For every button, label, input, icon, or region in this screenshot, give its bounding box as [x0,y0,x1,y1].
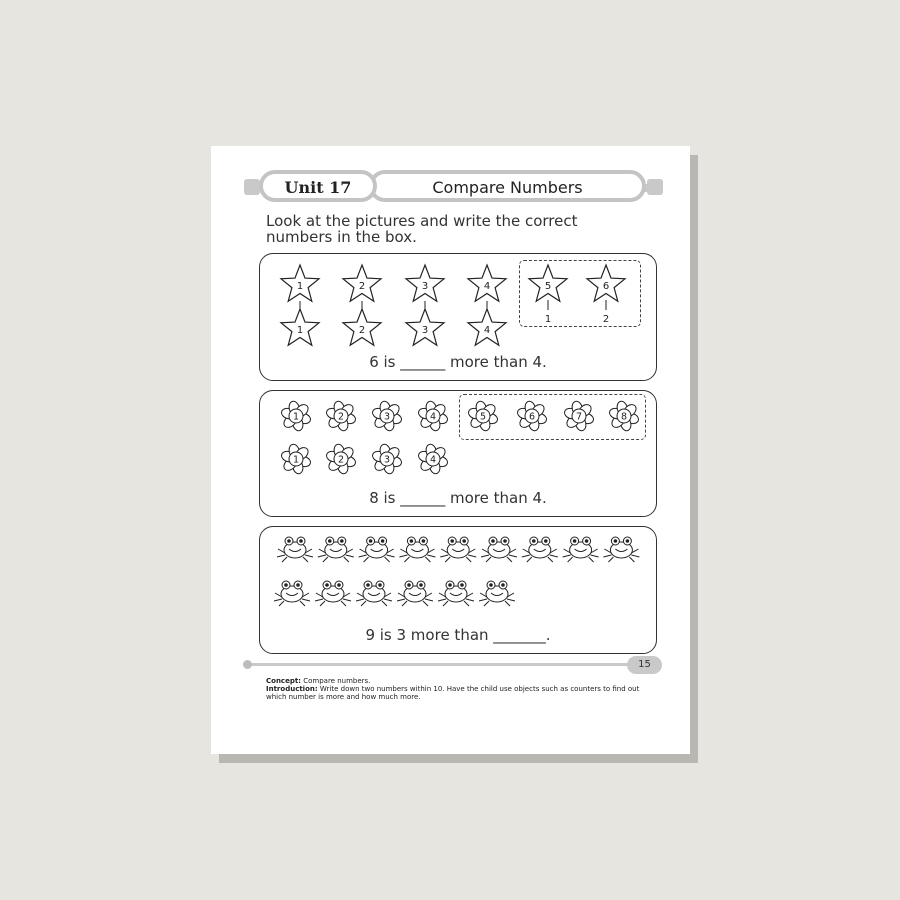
exercise-stars-box [259,253,657,381]
frog-top-3 [359,537,395,562]
star-bottom-4 [468,309,506,345]
frog-top-8 [563,537,599,562]
flower-top-4 [417,400,449,431]
star-number: 5 [544,281,552,292]
exercise-flowers-box [259,390,657,517]
frog-top-2 [318,537,354,562]
flower-number: 5 [479,411,487,423]
star-number: 2 [358,281,366,292]
star-top-2 [343,265,381,301]
star-number: 1 [296,325,304,336]
frog-bottom-4 [397,581,433,606]
teacher-notes [266,677,656,701]
worksheet-page [211,146,690,754]
flower-number: 2 [337,411,345,423]
frog-top-7 [522,537,558,562]
star-top-5 [529,265,567,301]
star-top-4 [468,265,506,301]
flower-number: 1 [292,454,300,466]
flower-number: 8 [620,411,628,423]
sentence-1: 6 is ______ more than 4. [369,353,547,371]
flower-number: 7 [575,411,583,423]
flower-bottom-3 [371,443,403,474]
star-bottom-3 [406,309,444,345]
flower-top-8 [608,400,640,431]
flower-top-2 [325,400,357,431]
header-bar-left-cap [244,179,260,195]
exercise-frogs-box [259,526,657,654]
star-number: 4 [483,325,491,336]
star-number: 3 [421,325,429,336]
flower-top-1 [280,400,312,431]
frog-bottom-6 [479,581,515,606]
flower-number: 2 [337,454,345,466]
flower-number: 3 [383,454,391,466]
flower-top-6 [516,400,548,431]
flower-top-3 [371,400,403,431]
star-top-3 [406,265,444,301]
concept-label: Concept: [266,677,301,685]
sentence-2: 8 is ______ more than 4. [369,489,547,507]
frog-bottom-3 [356,581,392,606]
flower-bottom-1 [280,443,312,474]
flower-number: 4 [429,454,437,466]
frog-bottom-5 [438,581,474,606]
star-number: 3 [421,281,429,292]
page-title: Compare Numbers [432,178,583,197]
star-top-1 [281,265,319,301]
frog-top-1 [277,537,313,562]
extra-count-label: 2 [602,314,610,325]
extra-count-label: 1 [544,314,552,325]
flower-number: 4 [429,411,437,423]
frog-top-9 [603,537,639,562]
frog-top-6 [481,537,517,562]
introduction-label: Introduction: [266,685,318,693]
star-bottom-2 [343,309,381,345]
star-bottom-1 [281,309,319,345]
title-pill [369,170,646,202]
frog-top-5 [440,537,476,562]
flower-number: 6 [528,411,536,423]
frog-bottom-2 [315,581,351,606]
unit-pill [259,170,377,202]
flower-bottom-2 [325,443,357,474]
star-number: 4 [483,281,491,292]
flower-number: 3 [383,411,391,423]
footer-dot [243,660,252,669]
star-number: 2 [358,325,366,336]
header-bar-right-cap [647,179,663,195]
star-top-6 [587,265,625,301]
concept-text: Compare numbers. [303,677,371,685]
frog-top-4 [399,537,435,562]
flower-bottom-4 [417,443,449,474]
flower-number: 1 [292,411,300,423]
star-number: 6 [602,281,610,292]
footer-line [245,663,645,666]
frog-bottom-1 [274,581,310,606]
introduction-text: Write down two numbers within 10. Have the child use objects such as counters to find out which number is more and how much more. [266,685,640,701]
sentence-3: 9 is 3 more than _______. [365,626,551,644]
flower-top-5 [467,400,499,431]
unit-label: Unit 17 [284,178,352,197]
star-number: 1 [296,281,304,292]
page-number: 15 [627,656,662,674]
instruction-text: Look at the pictures and write the correct numbers in the box. [266,212,578,246]
flower-top-7 [563,400,595,431]
